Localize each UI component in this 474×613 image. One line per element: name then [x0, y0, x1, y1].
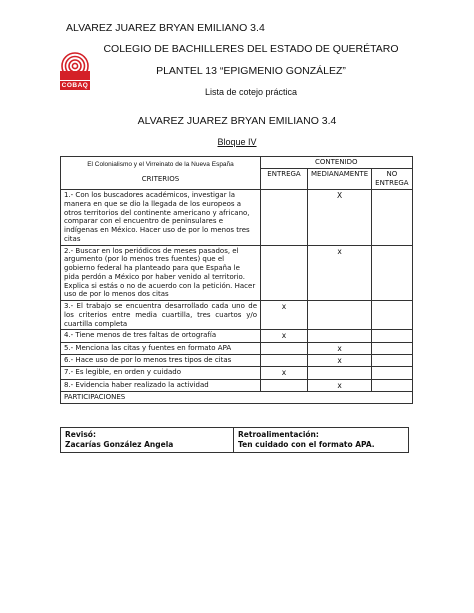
table-row — [61, 330, 413, 342]
feedback-label: Retroalimentación: — [238, 430, 319, 439]
no-entrega-mark — [372, 355, 412, 367]
entrega-mark: x — [261, 301, 308, 330]
criterion-text: 6.- Hace uso de por lo menos tres tipos de citas — [61, 355, 261, 367]
participaciones-row — [61, 392, 413, 404]
medianamente-mark — [308, 330, 372, 342]
no-entrega-mark — [372, 342, 412, 354]
no-entrega-mark — [372, 367, 412, 379]
no-entrega-mark — [372, 379, 412, 391]
medianamente-mark — [308, 301, 372, 330]
criterion-text: 1.- Con los buscadores académicos, investigar la manera en que se dio la llegada de los europeos a otros territorios del continente americano y africano, comparar con el encuentro de peninsulares e indígenas en México. Hacer uso de por lo menos tres citas — [61, 190, 261, 246]
criterion-text: 4.- Tiene menos de tres faltas de ortografía — [61, 330, 261, 342]
document-title: Lista de cotejo práctica — [204, 87, 298, 97]
checklist-table — [60, 156, 413, 404]
feedback-text: Ten cuidado con el formato APA. — [238, 440, 375, 450]
no-entrega-mark — [372, 245, 412, 301]
contenido-header: CONTENIDO — [261, 157, 413, 169]
entrega-header: ENTREGA — [261, 169, 308, 190]
table-row — [61, 355, 413, 367]
criterion-text: 8.- Evidencia haber realizado la actividad — [61, 379, 261, 391]
criterion-text: 2.- Buscar en los periódicos de meses pasados, el argumento (por lo menos tres fuentes) que el gobierno federal ha planteado para que España le pida perdón a México por haber venido al territorio. Explica si estás o no de acuerdo con la petición. Hacer uso de por lo menos dos citas — [61, 245, 261, 301]
reviewer-cell — [61, 428, 234, 453]
medianamente-mark: x — [308, 355, 372, 367]
cobaq-logo — [58, 51, 92, 91]
entrega-mark — [261, 355, 308, 367]
no-entrega-mark — [372, 301, 412, 330]
table-header-row — [61, 157, 413, 169]
table-row — [61, 301, 413, 330]
criterion-text: 7.- Es legible, en orden y cuidado — [61, 367, 261, 379]
table-row — [61, 190, 413, 246]
entrega-mark — [261, 342, 308, 354]
topic-title: El Colonialismo y el Virreinato de la Nueva España — [87, 161, 234, 168]
entrega-mark: x — [261, 330, 308, 342]
medianamente-mark: x — [308, 342, 372, 354]
criterios-label: CRITERIOS — [141, 175, 180, 184]
review-row — [61, 428, 409, 453]
table-row — [61, 367, 413, 379]
school-name: COLEGIO DE BACHILLERES DEL ESTADO DE QUERÉTARO — [103, 43, 399, 55]
reviewer-name: Zacarías González Angela — [65, 440, 174, 450]
table-row — [61, 379, 413, 391]
entrega-mark — [261, 245, 308, 301]
medianamente-mark — [308, 367, 372, 379]
no-entrega-mark — [372, 190, 412, 246]
review-table — [60, 427, 409, 453]
medianamente-mark: x — [308, 379, 372, 391]
no-entrega-mark — [372, 330, 412, 342]
student-name-header: ALVAREZ JUAREZ BRYAN EMILIANO 3.4 — [66, 22, 265, 34]
criteria-header — [61, 157, 261, 190]
table-row — [61, 342, 413, 354]
entrega-mark — [261, 379, 308, 391]
student-name: ALVAREZ JUAREZ BRYAN EMILIANO 3.4 — [137, 115, 337, 127]
entrega-mark: x — [261, 367, 308, 379]
table-row — [61, 245, 413, 301]
feedback-cell — [234, 428, 409, 453]
no-entrega-header: NO ENTREGA — [372, 169, 412, 190]
medianamente-mark: X — [308, 190, 372, 246]
medianamente-mark: x — [308, 245, 372, 301]
entrega-mark — [261, 190, 308, 246]
logo-text: COBAQ — [61, 82, 89, 89]
bloque-title: Bloque IV — [217, 137, 257, 147]
criterion-text: 5.- Menciona las citas y fuentes en formato APA — [61, 342, 261, 354]
plantel-name: PLANTEL 13 “EPIGMENIO GONZÁLEZ” — [156, 65, 346, 77]
reviso-label: Revisó: — [65, 430, 96, 439]
criterion-text: 3.- El trabajo se encuentra desarrollado cada uno de los criterios entre media cuartilla, tres cuartos y/o cuartilla completa — [61, 301, 261, 330]
participaciones-label: PARTICIPACIONES — [61, 392, 413, 404]
medianamente-header: MEDIANAMENTE — [308, 169, 372, 190]
